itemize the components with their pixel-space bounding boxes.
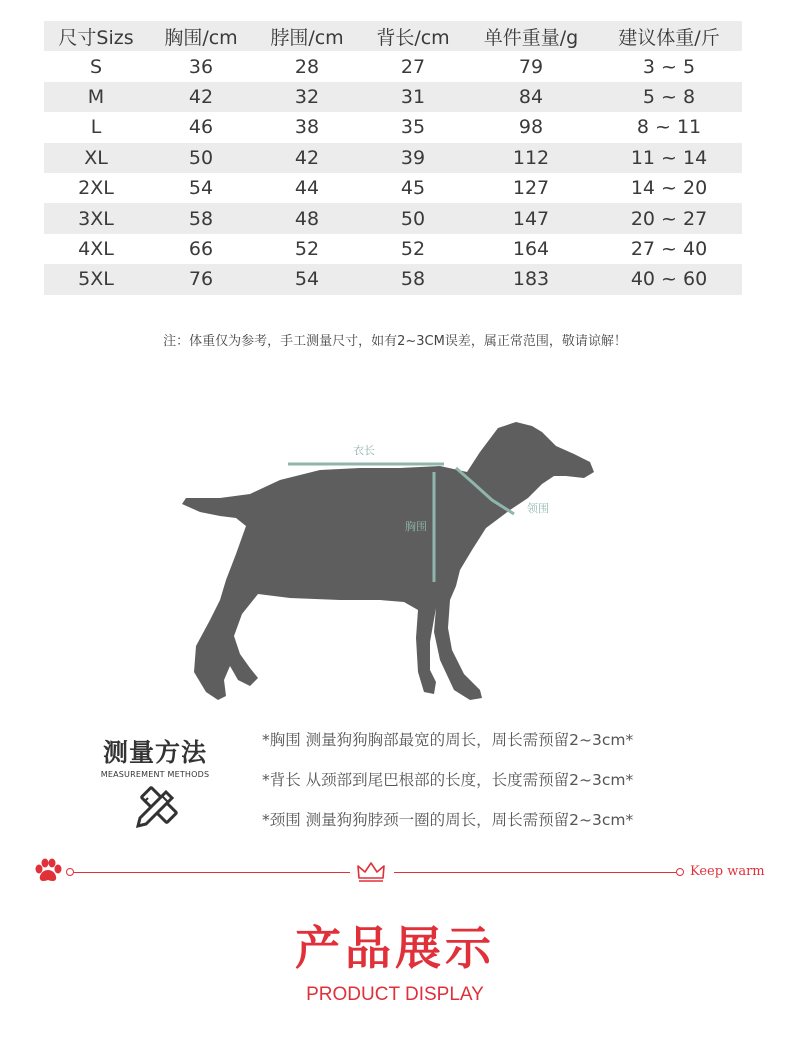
cell-back-length: 45 bbox=[360, 173, 466, 203]
dog-measurement-diagram bbox=[180, 410, 610, 710]
paw-icon bbox=[34, 858, 62, 884]
cell-neck: 32 bbox=[254, 82, 360, 112]
product-display-title: 产品展示 bbox=[295, 921, 495, 975]
table-row bbox=[44, 51, 742, 81]
divider-dot-left bbox=[66, 868, 74, 876]
cell-chest: 76 bbox=[148, 264, 254, 294]
ruler-pencil-icon bbox=[130, 786, 178, 832]
cell-neck: 48 bbox=[254, 203, 360, 233]
divider-line-left bbox=[74, 872, 350, 873]
cell-size: S bbox=[44, 51, 148, 81]
crown-icon bbox=[356, 860, 386, 882]
cell-suggested-weight: 20 ~ 27 bbox=[596, 203, 742, 233]
cell-suggested-weight: 8 ~ 11 bbox=[596, 112, 742, 142]
cell-back-length: 52 bbox=[360, 234, 466, 264]
table-row bbox=[44, 173, 742, 203]
back-length-label: 衣长 bbox=[353, 444, 375, 457]
header-neck: 脖围/cm bbox=[254, 21, 360, 51]
cell-back-length: 27 bbox=[360, 51, 466, 81]
cell-weight: 98 bbox=[466, 112, 596, 142]
measurement-instructions bbox=[262, 730, 762, 850]
dog-silhouette-icon bbox=[180, 410, 610, 710]
cell-neck: 28 bbox=[254, 51, 360, 81]
cell-weight: 79 bbox=[466, 51, 596, 81]
cell-chest: 42 bbox=[148, 82, 254, 112]
header-chest: 胸围/cm bbox=[148, 21, 254, 51]
header-suggested-weight: 建议体重/斤 bbox=[596, 21, 742, 51]
measurement-title: 测量方法 bbox=[102, 738, 207, 767]
divider-line-right bbox=[394, 872, 676, 873]
cell-back-length: 35 bbox=[360, 112, 466, 142]
cell-weight: 84 bbox=[466, 82, 596, 112]
neck-label: 领围 bbox=[527, 502, 549, 515]
cell-size: 2XL bbox=[44, 173, 148, 203]
table-row bbox=[44, 82, 742, 112]
cell-weight: 164 bbox=[466, 234, 596, 264]
cell-back-length: 58 bbox=[360, 264, 466, 294]
table-header-row bbox=[44, 21, 742, 51]
neck-instruction: *颈围 测量狗狗脖颈一圈的周长，周长需预留2~3cm* bbox=[262, 811, 634, 829]
cell-size: L bbox=[44, 112, 148, 142]
header-size: 尺寸Sizs bbox=[44, 21, 148, 51]
cell-suggested-weight: 40 ~ 60 bbox=[596, 264, 742, 294]
keep-warm-label: Keep warm bbox=[690, 864, 765, 879]
table-row bbox=[44, 203, 742, 233]
cell-neck: 38 bbox=[254, 112, 360, 142]
cell-chest: 36 bbox=[148, 51, 254, 81]
cell-back-length: 50 bbox=[360, 203, 466, 233]
cell-chest: 58 bbox=[148, 203, 254, 233]
table-row bbox=[44, 143, 742, 173]
cell-size: 5XL bbox=[44, 264, 148, 294]
cell-size: 4XL bbox=[44, 234, 148, 264]
cell-chest: 50 bbox=[148, 143, 254, 173]
cell-suggested-weight: 27 ~ 40 bbox=[596, 234, 742, 264]
cell-back-length: 39 bbox=[360, 143, 466, 173]
cell-suggested-weight: 11 ~ 14 bbox=[596, 143, 742, 173]
cell-neck: 52 bbox=[254, 234, 360, 264]
table-row bbox=[44, 112, 742, 142]
header-back-length: 背长/cm bbox=[360, 21, 466, 51]
size-note: 注：体重仅为参考，手工测量尺寸，如有2~3CM误差，属正常范围，敬请谅解！ bbox=[163, 334, 627, 349]
cell-suggested-weight: 14 ~ 20 bbox=[596, 173, 742, 203]
table-row bbox=[44, 264, 742, 294]
cell-suggested-weight: 5 ~ 8 bbox=[596, 82, 742, 112]
table-row bbox=[44, 234, 742, 264]
cell-weight: 147 bbox=[466, 203, 596, 233]
chest-label: 胸围 bbox=[405, 520, 427, 533]
product-display-subtitle: PRODUCT DISPLAY bbox=[306, 984, 484, 1005]
cell-weight: 183 bbox=[466, 264, 596, 294]
cell-weight: 127 bbox=[466, 173, 596, 203]
chest-instruction: *胸围 测量狗狗胸部最宽的周长，周长需预留2~3cm* bbox=[262, 731, 634, 749]
cell-chest: 54 bbox=[148, 173, 254, 203]
cell-neck: 42 bbox=[254, 143, 360, 173]
cell-suggested-weight: 3 ~ 5 bbox=[596, 51, 742, 81]
cell-neck: 54 bbox=[254, 264, 360, 294]
back-instruction: *背长 从颈部到尾巴根部的长度，长度需预留2~3cm* bbox=[262, 771, 634, 789]
divider-dot-right bbox=[676, 868, 684, 876]
cell-chest: 66 bbox=[148, 234, 254, 264]
header-weight: 单件重量/g bbox=[466, 21, 596, 51]
cell-size: 3XL bbox=[44, 203, 148, 233]
cell-weight: 112 bbox=[466, 143, 596, 173]
cell-size: XL bbox=[44, 143, 148, 173]
cell-neck: 44 bbox=[254, 173, 360, 203]
cell-back-length: 31 bbox=[360, 82, 466, 112]
measurement-subtitle: MEASUREMENT METHODS bbox=[100, 770, 210, 779]
cell-size: M bbox=[44, 82, 148, 112]
size-table bbox=[44, 21, 742, 295]
cell-chest: 46 bbox=[148, 112, 254, 142]
